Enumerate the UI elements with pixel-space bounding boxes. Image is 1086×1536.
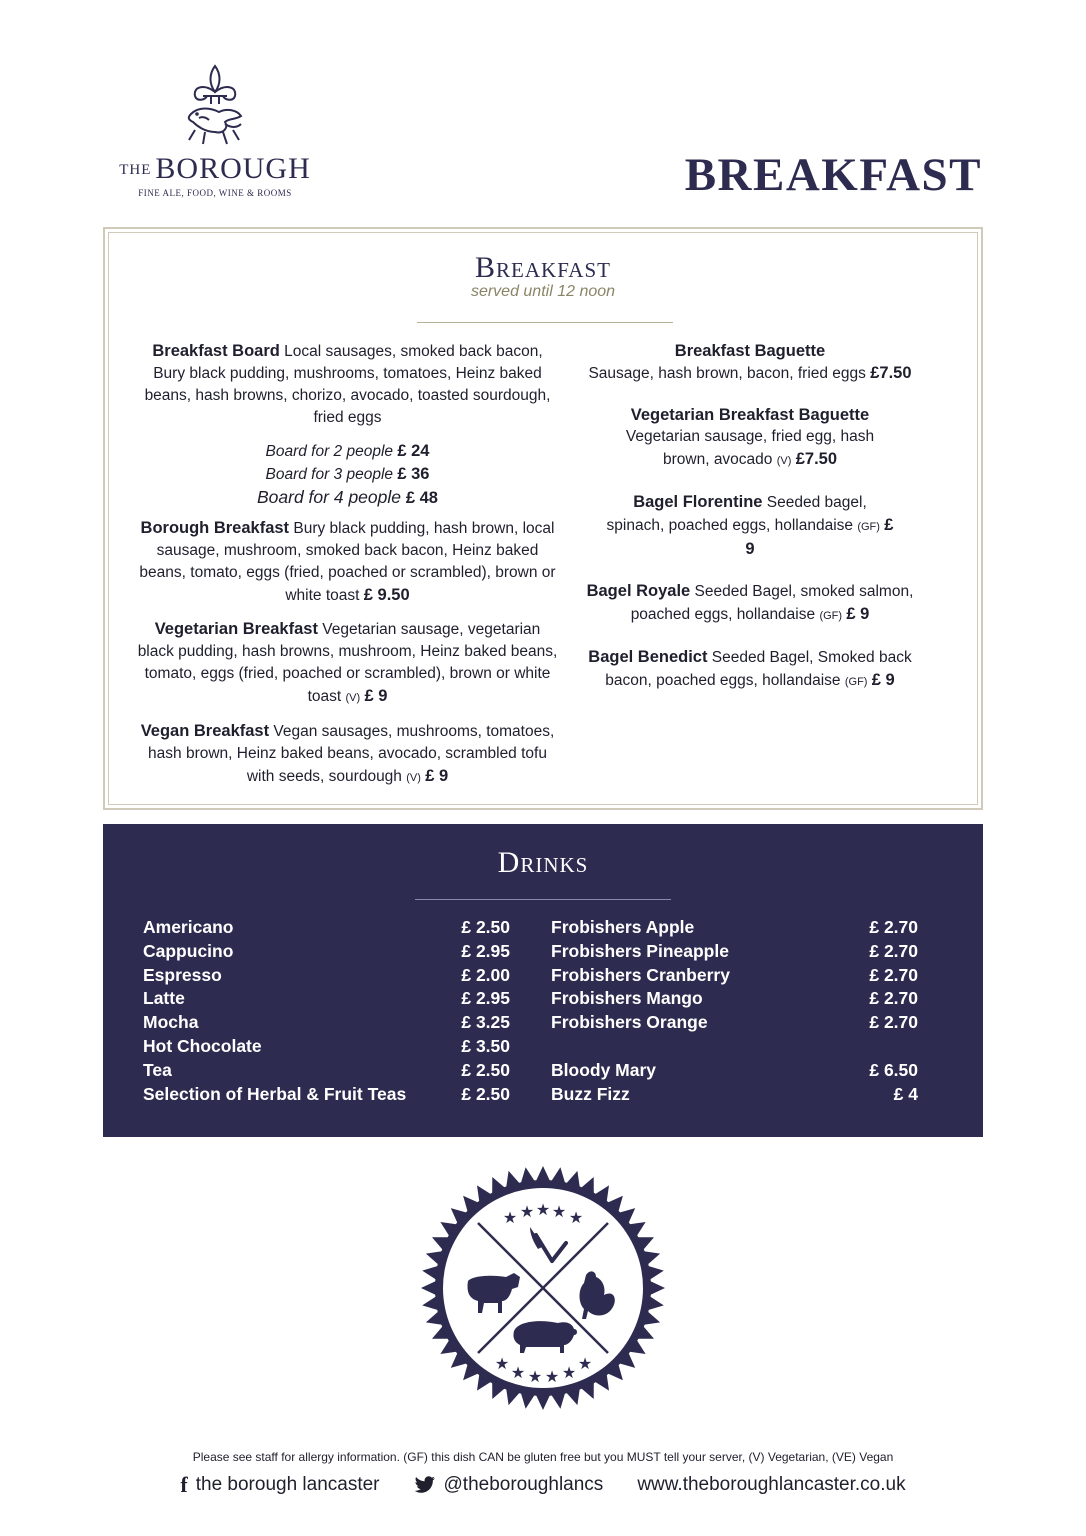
dietary-tag: (V) bbox=[406, 772, 421, 784]
drink-name: Mocha bbox=[143, 1012, 199, 1033]
board-option bbox=[135, 440, 560, 463]
menu-item-name: Breakfast Board bbox=[152, 342, 280, 360]
menu-item-vegetarian-baguette bbox=[565, 404, 935, 472]
drinks-spacer bbox=[551, 1035, 918, 1059]
facebook-handle: the borough lancaster bbox=[195, 1474, 380, 1495]
svg-text:★: ★ bbox=[568, 1208, 584, 1227]
drink-price: £ 2.70 bbox=[869, 917, 918, 937]
menu-item-desc: Bury black pudding, hash brown, local sausage, mushroom, smoked back bacon, Heinz baked beans, tomato, eggs (fried, poached or scrambled), brown or white toast bbox=[139, 520, 556, 604]
menu-item-desc: Vegan sausages, mushrooms, tomatoes, hash brown, Heinz baked beans, avocado, scrambled tofu with seeds, sourdough bbox=[148, 723, 555, 785]
menu-item-desc: Vegetarian sausage, vegetarian black pudding, hash browns, mushroom, Heinz baked beans, tomato, eggs (fried, poached or scrambled), brown or white toast bbox=[137, 621, 558, 705]
menu-item-name: Bagel Royale bbox=[586, 582, 691, 600]
dietary-tag: (GF) bbox=[857, 521, 880, 533]
menu-item-price: £ 9 bbox=[871, 671, 895, 689]
farm-emblem-icon bbox=[418, 1163, 668, 1413]
svg-text:★: ★ bbox=[551, 1202, 567, 1221]
drink-row bbox=[551, 1059, 918, 1083]
board-price: £ 36 bbox=[397, 465, 430, 483]
dietary-tag: (V) bbox=[345, 692, 361, 704]
menu-item-price: £ 9.50 bbox=[363, 586, 410, 604]
board-price: £ 24 bbox=[397, 442, 430, 460]
twitter-icon bbox=[414, 1476, 436, 1494]
drink-name: Frobishers Apple bbox=[551, 917, 695, 937]
drink-row bbox=[551, 1083, 918, 1107]
drink-name: Frobishers Pineapple bbox=[551, 940, 729, 961]
drink-price: £ 2.95 bbox=[461, 940, 510, 961]
drink-name: Americano bbox=[143, 917, 234, 937]
drink-row bbox=[143, 964, 510, 988]
board-prices bbox=[135, 440, 560, 509]
menu-item-desc: Seeded bagel, spinach, poached eggs, hollandaise bbox=[606, 494, 867, 534]
website-link[interactable] bbox=[637, 1474, 905, 1496]
drink-row bbox=[551, 987, 918, 1011]
drink-price: £ 2.95 bbox=[461, 988, 510, 1009]
breakfast-left-column bbox=[135, 340, 560, 800]
drink-name: Cappucino bbox=[143, 940, 234, 961]
facebook-link[interactable] bbox=[180, 1472, 379, 1498]
drink-name: Buzz Fizz bbox=[551, 1083, 630, 1104]
svg-text:★: ★ bbox=[494, 1354, 510, 1373]
drinks-left-list bbox=[143, 916, 510, 1106]
menu-item-borough-breakfast bbox=[135, 517, 560, 607]
menu-item-desc: Seeded Bagel, Smoked back bacon, poached eggs, hollandaise bbox=[605, 649, 912, 689]
menu-item-bagel-florentine bbox=[565, 491, 935, 561]
drink-row bbox=[143, 916, 510, 940]
menu-item-name: Borough Breakfast bbox=[140, 519, 290, 537]
farm-emblem-svg bbox=[418, 1163, 668, 1413]
menu-item-desc: Vegetarian sausage, fried egg, hash brown, avocado bbox=[625, 428, 875, 468]
drink-price: £ 2.00 bbox=[461, 964, 510, 985]
menu-item-desc: Seeded Bagel, smoked salmon, poached eggs, hollandaise bbox=[630, 583, 914, 623]
logo bbox=[100, 62, 330, 202]
drinks-section bbox=[103, 824, 983, 1137]
menu-item-price: £ 9 bbox=[745, 516, 894, 558]
drink-row bbox=[143, 940, 510, 964]
drink-row bbox=[551, 964, 918, 988]
menu-item-name: Vegetarian Breakfast bbox=[154, 620, 318, 638]
drink-name: Tea bbox=[143, 1059, 172, 1080]
facebook-icon: f bbox=[180, 1472, 188, 1497]
menu-item-desc: Local sausages, smoked back bacon, Bury black pudding, mushrooms, tomatoes, Heinz baked beans, hash browns, chorizo, avocado, toasted sourdough, fried eggs bbox=[144, 343, 551, 426]
menu-item-name: Bagel Benedict bbox=[588, 648, 708, 666]
fleur-de-lis-lion-crest-icon bbox=[175, 62, 255, 150]
drink-price: £ 3.50 bbox=[461, 1035, 510, 1056]
twitter-handle: @theboroughlancs bbox=[443, 1474, 604, 1495]
dietary-tag: (GF) bbox=[819, 610, 843, 622]
page-title: BREAKFAST bbox=[684, 149, 982, 201]
menu-item-vegetarian-breakfast bbox=[135, 618, 560, 709]
menu-item-name: Breakfast Baguette bbox=[674, 342, 826, 360]
board-label: Board for 2 people bbox=[265, 443, 394, 460]
logo-tagline: FINE ALE, FOOD, WINE & ROOMS bbox=[138, 188, 292, 198]
drink-price: £ 2.50 bbox=[461, 917, 510, 937]
board-price: £ 48 bbox=[405, 489, 438, 507]
svg-text:★: ★ bbox=[535, 1200, 551, 1219]
svg-text:★: ★ bbox=[519, 1202, 535, 1221]
drinks-right-list bbox=[551, 916, 918, 1106]
drink-name: Selection of Herbal & Fruit Teas bbox=[143, 1083, 407, 1104]
drink-price: £ 4 bbox=[893, 1083, 918, 1104]
breakfast-heading: Breakfast bbox=[475, 251, 611, 284]
breakfast-section bbox=[103, 227, 983, 810]
svg-text:★: ★ bbox=[561, 1363, 577, 1382]
menu-item-price: £ 9 bbox=[846, 605, 870, 623]
drink-row bbox=[551, 916, 918, 940]
twitter-link[interactable] bbox=[414, 1474, 604, 1496]
drink-name: Espresso bbox=[143, 964, 222, 985]
drink-price: £ 2.50 bbox=[461, 1083, 510, 1104]
dietary-tag: (V) bbox=[776, 455, 792, 467]
menu-item-name: Bagel Florentine bbox=[633, 493, 763, 511]
menu-item-name: Vegan Breakfast bbox=[140, 722, 270, 740]
drink-price: £ 2.70 bbox=[869, 964, 918, 985]
drink-row bbox=[143, 1083, 510, 1107]
logo-wordmark bbox=[100, 152, 330, 186]
drink-row bbox=[551, 1011, 918, 1035]
menu-item-price: £ 9 bbox=[425, 767, 449, 785]
svg-text:★: ★ bbox=[544, 1367, 560, 1386]
drink-price: £ 6.50 bbox=[869, 1059, 918, 1080]
svg-text:★: ★ bbox=[527, 1367, 543, 1386]
svg-text:★: ★ bbox=[502, 1208, 518, 1227]
menu-item-price: £ 9 bbox=[364, 687, 388, 705]
drinks-heading: Drinks bbox=[497, 846, 589, 879]
svg-text:★: ★ bbox=[510, 1363, 526, 1382]
drink-row bbox=[143, 1035, 510, 1059]
drinks-divider bbox=[415, 899, 671, 900]
breakfast-subtitle: served until 12 noon bbox=[470, 283, 616, 300]
drink-price: £ 2.70 bbox=[869, 1012, 918, 1033]
social-links bbox=[0, 1472, 1086, 1498]
menu-item-price: £7.50 bbox=[870, 364, 912, 382]
menu-item-breakfast-board bbox=[135, 340, 560, 429]
logo-the: THE bbox=[119, 162, 152, 178]
breakfast-divider bbox=[417, 322, 673, 323]
menu-item-bagel-royale bbox=[565, 580, 935, 627]
drink-name: Bloody Mary bbox=[551, 1059, 657, 1080]
menu-item-vegan-breakfast bbox=[135, 720, 560, 789]
board-label: Board for 4 people bbox=[257, 487, 401, 507]
drink-price: £ 2.50 bbox=[461, 1059, 510, 1080]
drink-row bbox=[143, 1011, 510, 1035]
drink-price: £ 3.25 bbox=[461, 1012, 510, 1033]
board-option bbox=[135, 486, 560, 509]
drink-price: £ 2.70 bbox=[869, 940, 918, 961]
drink-name: Frobishers Cranberry bbox=[551, 964, 730, 985]
svg-text:★: ★ bbox=[577, 1354, 593, 1373]
menu-item-breakfast-baguette bbox=[565, 340, 935, 385]
drink-row bbox=[551, 940, 918, 964]
allergy-note: Please see staff for allergy information. (GF) this dish CAN be gluten free but you MUST tell your server, (V) Vegetarian, (VE) Vegan bbox=[192, 1450, 894, 1464]
board-option bbox=[135, 463, 560, 486]
menu-item-price: £7.50 bbox=[795, 450, 838, 468]
drink-row bbox=[143, 987, 510, 1011]
drink-row bbox=[143, 1059, 510, 1083]
menu-item-bagel-benedict bbox=[565, 646, 935, 693]
drink-name: Latte bbox=[143, 988, 185, 1009]
breakfast-right-column bbox=[565, 340, 935, 712]
board-label: Board for 3 people bbox=[265, 466, 394, 483]
drink-name: Frobishers Mango bbox=[551, 988, 703, 1009]
drink-price: £ 2.70 bbox=[869, 988, 918, 1009]
menu-item-name: Vegetarian Breakfast Baguette bbox=[630, 406, 870, 424]
logo-borough: BOROUGH bbox=[155, 152, 311, 185]
dietary-tag: (GF) bbox=[844, 676, 868, 688]
drink-name: Hot Chocolate bbox=[143, 1035, 262, 1056]
drink-name: Frobishers Orange bbox=[551, 1012, 708, 1033]
menu-item-desc: Sausage, hash brown, bacon, fried eggs bbox=[588, 365, 866, 382]
website-url: www.theboroughlancaster.co.uk bbox=[637, 1474, 906, 1495]
